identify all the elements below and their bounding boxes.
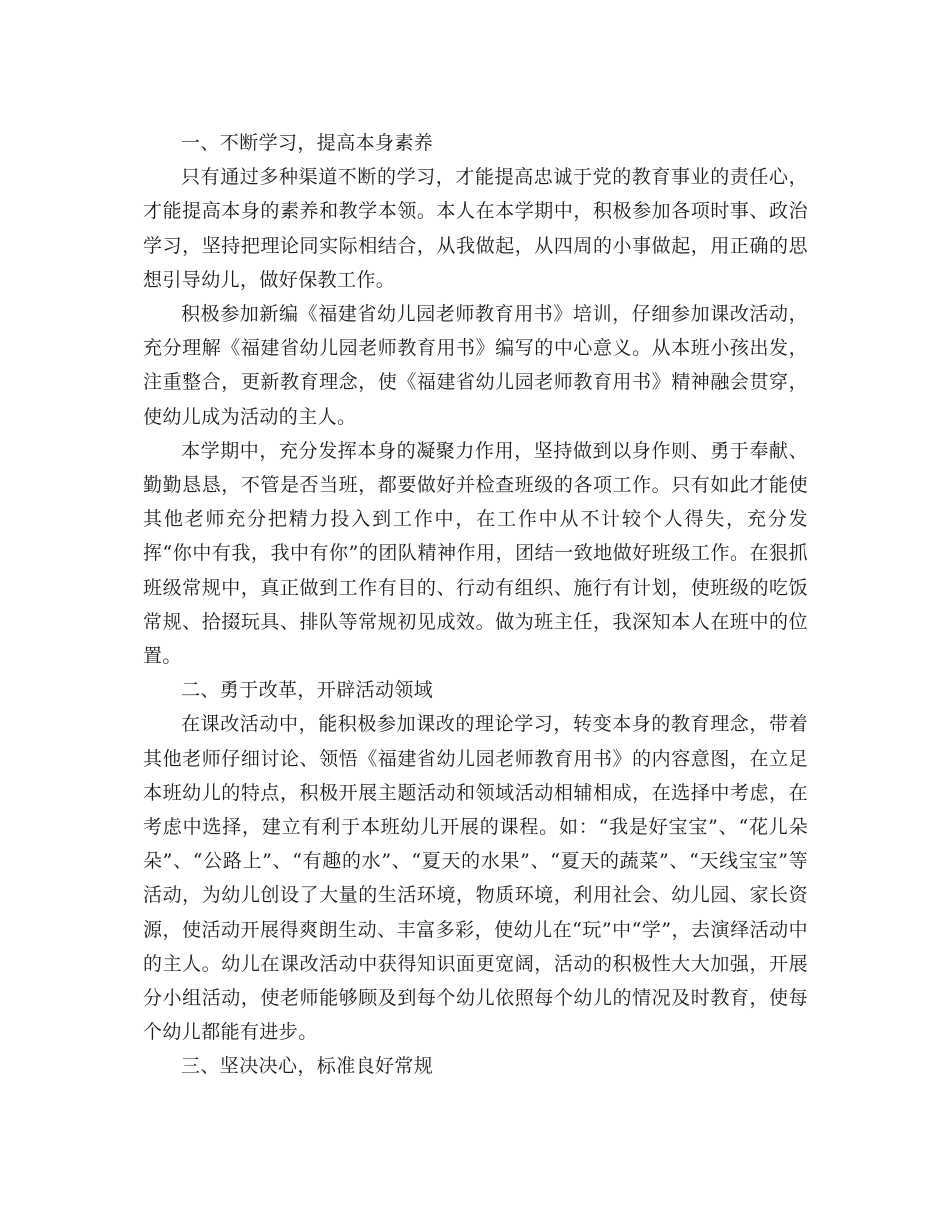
- paragraph-1: 只有通过多种渠道不断的学习，才能提高忠诚于党的教育事业的责任心，才能提高本身的素养和教学本领。本人在本学期中，积极参加各项时事、政治学习，坚持把理论同实际相结合，从我做起，从四周的小事做起，用正确的思想引导幼儿，做好保教工作。: [143, 166, 808, 291]
- section-heading-3: 三、坚决决心，标准良好常规: [181, 1055, 434, 1078]
- section-heading-1: 一、不断学习，提高本身素养: [181, 132, 434, 154]
- paragraph-4: 在课改活动中，能积极参加课改的理论学习，转变本身的教育理念，带着其他老师仔细讨论、领悟《福建省幼儿园老师教育用书》的内容意图，在立足本班幼儿的特点，积极开展主题活动和领域活动相辅相成，在选择中考虑，在考虑中选择，建立有利于本班幼儿开展的课程。如：“我是好宝宝”、“花儿朵朵”、“公路上”、“有趣的水”、“夏天的水果”、“夏天的蔬菜”、“天线宝宝”等活动，为幼儿创设了大量的生活环境，物质环境，利用社会、幼儿园、家长资源，使活动开展得爽朗生动、丰富多彩，使幼儿在“玩”中“学”，去演绎活动中的主人。幼儿在课改活动中获得知识面更宽阔，活动的积极性大大加强，开展分小组活动，使老师能够顾及到每个幼儿依照每个幼儿的情况及时教育，使每个幼儿都能有进步。: [143, 713, 808, 1044]
- section-heading-2: 二、勇于改革，开辟活动领域: [181, 679, 434, 702]
- document-body: [143, 126, 808, 1084]
- paragraph-3: 本学期中，充分发挥本身的凝聚力作用，坚持做到以身作则、勇于奉献、勤勤恳恳，不管是否当班，都要做好并检查班级的各项工作。只有如此才能使其他老师充分把精力投入到工作中，在工作中从不计较个人得失，充分发挥“你中有我，我中有你”的团队精神作用，团结一致地做好班级工作。在狠抓班级常规中，真正做到工作有目的、行动有组织、施行有计划，使班级的吃饭常规、拾掇玩具、排队等常规初见成效。做为班主任，我深知本人在班中的位置。: [143, 439, 808, 668]
- paragraph-2: 积极参加新编《福建省幼儿园老师教育用书》培训，仔细参加课改活动，充分理解《福建省幼儿园老师教育用书》编写的中心意义。从本班小孩出发，注重整合，更新教育理念，使《福建省幼儿园老师教育用书》精神融会贯穿，使幼儿成为活动的主人。: [143, 303, 808, 428]
